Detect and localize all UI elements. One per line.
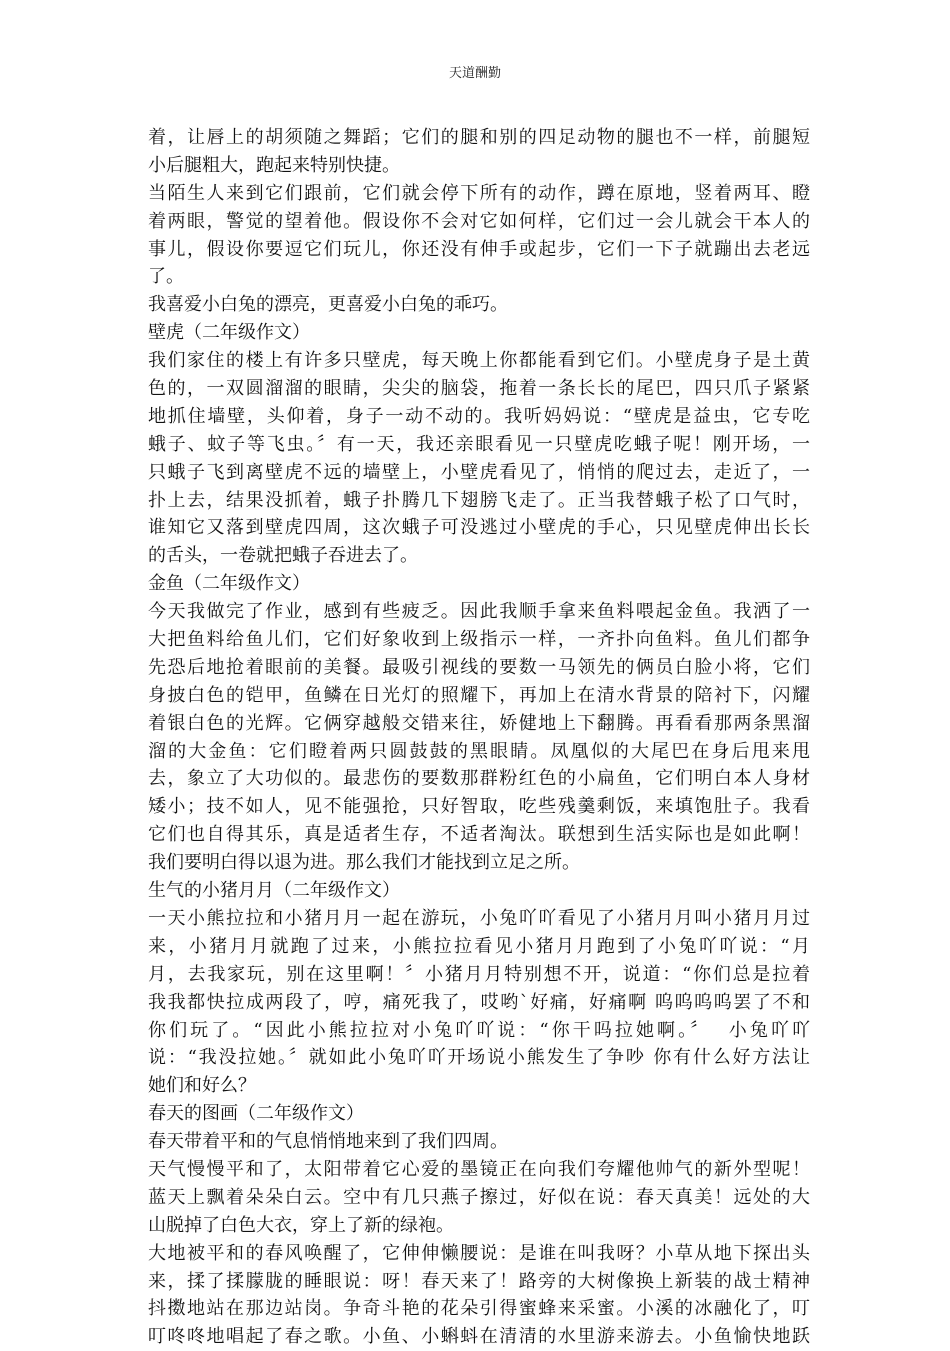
text-line: 叮咚咚地唱起了春之歌。小鱼、小蝌蚪在清清的水里游来游去。小鱼愉快地跃 <box>148 1326 810 1348</box>
text-line: 壁虎（二年级作文） <box>148 322 310 344</box>
text-line: 我喜爱小白兔的漂亮，更喜爱小白兔的乖巧。 <box>148 294 508 316</box>
text-line: 色的，一双圆溜溜的眼睛，尖尖的脑袋，拖着一条长长的尾巴，四只爪子紧紧 <box>148 378 810 400</box>
text-line: 大地被平和的春风唤醒了，它伸伸懒腰说：是谁在叫我呀？小草从地下探出头 <box>148 1242 810 1264</box>
text-line: 蛾子、蚊子等飞虫。〞有一天，我还亲眼看见一只壁虎吃蛾子呢！刚开场，一 <box>148 433 810 455</box>
text-line: 今天我做完了作业，感到有些疲乏。因此我顺手拿来鱼料喂起金鱼。我洒了一 <box>148 601 810 623</box>
text-line: 春天带着平和的气息悄悄地来到了我们四周。 <box>148 1131 508 1153</box>
text-line: 扑上去，结果没抓着，蛾子扑腾几下翅膀飞走了。正当我替蛾子松了口气时， <box>148 489 810 511</box>
text-line: 溜的大金鱼：它们瞪着两只圆鼓鼓的黑眼睛。凤凰似的大尾巴在身后甩来甩 <box>148 740 810 762</box>
text-line: 去，象立了大功似的。最悲伤的要数那群粉红色的小扁鱼，它们明白本人身材 <box>148 768 810 790</box>
text-line: 先恐后地抢着眼前的美餐。最吸引视线的要数一马领先的俩员白脸小将，它们 <box>148 656 810 678</box>
text-line: 大把鱼料给鱼儿们，它们好象收到上级指示一样，一齐扑向鱼料。鱼儿们都争 <box>148 629 810 651</box>
text-line: 一天小熊拉拉和小猪月月一起在游玩，小兔吖吖看见了小猪月月叫小猪月月过 <box>148 907 810 929</box>
text-line: 矮小；技不如人，见不能强抢，只好智取，吃些残羹剩饭，来填饱肚子。我看 <box>148 796 810 818</box>
text-line: 来，小猪月月就跑了过来，小熊拉拉看见小猪月月跑到了小兔吖吖说：“月 <box>148 935 810 957</box>
text-line: 我们要明白得以退为进。那么我们才能找到立足之所。 <box>148 852 580 874</box>
document-body <box>148 124 810 1351</box>
text-line: 了。 <box>148 266 184 288</box>
text-line: 着，让唇上的胡须随之舞蹈；它们的腿和别的四足动物的腿也不一样，前腿短 <box>148 127 810 148</box>
page-header: 天道酬勤 <box>448 66 501 81</box>
text-line: 的舌头，一卷就把蛾子吞进去了。 <box>148 545 418 567</box>
text-line: 月，去我家玩，别在这里啊！〞小猪月月特别想不开，说道：“你们总是拉着 <box>148 963 810 985</box>
text-line: 金鱼（二年级作文） <box>148 573 310 595</box>
text-line: 山脱掉了白色大衣，穿上了新的绿袍。 <box>148 1214 454 1236</box>
text-line: 谁知它又落到壁虎四周，这次蛾子可没逃过小壁虎的手心，只见壁虎伸出长长 <box>148 517 810 539</box>
text-line: 生气的小猪月月（二年级作文） <box>148 880 400 902</box>
text-line: 蓝天上飘着朵朵白云。空中有几只燕子擦过，好似在说：春天真美！远处的大 <box>148 1186 810 1208</box>
text-line: 春天的图画（二年级作文） <box>148 1103 364 1125</box>
text-line: 天气慢慢平和了，太阳带着它心爱的墨镜正在向我们夸耀他帅气的新外型呢！ <box>148 1158 810 1180</box>
text-line: 我们家住的楼上有许多只壁虎，每天晚上你都能看到它们。小壁虎身子是土黄 <box>148 350 810 372</box>
text-line: 小后腿粗大，跑起来特别快捷。 <box>148 154 400 176</box>
text-line: 只蛾子飞到离壁虎不远的墙壁上，小壁虎看见了，悄悄的爬过去，走近了，一 <box>148 461 810 483</box>
text-line: 抖擞地站在那边站岗。争奇斗艳的花朵引得蜜蜂来采蜜。小溪的冰融化了，叮 <box>148 1298 810 1320</box>
text-line: 说：“我没拉她。〞就如此小兔吖吖开场说小熊发生了争吵 你有什么好方法让 <box>148 1047 810 1069</box>
text-line: 事儿，假设你要逗它们玩儿，你还没有伸手或起步，它们一下子就蹦出去老远 <box>148 238 810 260</box>
text-line: 着银白色的光辉。它俩穿越般交错来往，娇健地上下翻腾。再看看那两条黑溜 <box>148 712 810 734</box>
text-line: 当陌生人来到它们跟前，它们就会停下所有的动作，蹲在原地，竖着两耳、瞪 <box>148 182 810 204</box>
text-line: 身披白色的铠甲，鱼鳞在日光灯的照耀下，再加上在清水背景的陪衬下，闪耀 <box>148 684 810 706</box>
text-line: 地抓住墙壁，头仰着，身子一动不动的。我听妈妈说：“壁虎是益虫，它专吃 <box>148 405 810 427</box>
text-line: 来，揉了揉朦胧的睡眼说：呀！春天来了！路旁的大树像换上新装的战士精神 <box>148 1270 810 1292</box>
text-line: 它们也自得其乐，真是适者生存，不适者淘汰。联想到生活实际也是如此啊！ <box>148 824 810 846</box>
text-line: 我我都快拉成两段了，哼，痛死我了，哎哟`好痛，好痛啊 呜呜呜呜罢了不和 <box>148 991 810 1013</box>
text-line: 着两眼，警觉的望着他。假设你不会对它如何样，它们过一会儿就会干本人的 <box>148 210 810 232</box>
text-line: 她们和好么？ <box>148 1075 256 1097</box>
text-line: 你们玩了。“因此小熊拉拉对小兔吖吖说：“你干吗拉她啊。〞 小兔吖吖 <box>148 1019 810 1041</box>
